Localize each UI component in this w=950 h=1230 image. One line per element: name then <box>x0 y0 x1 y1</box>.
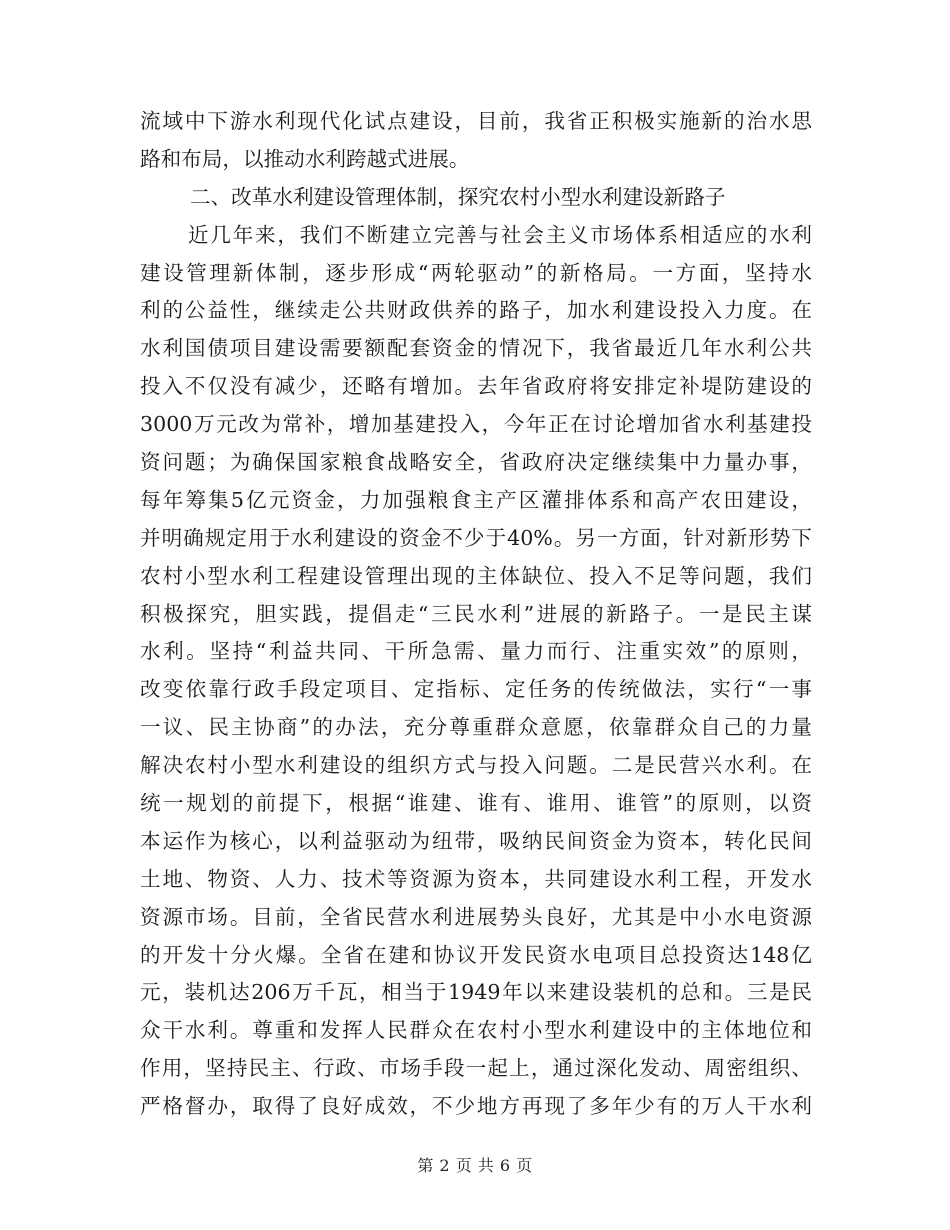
text-line: 统一规划的前提下，根据“谁建、谁有、谁用、谁管”的原则，以资 <box>140 791 812 816</box>
text-line: 改变依靠行政手段定项目、定指标、定任务的传统做法，实行“一事 <box>140 677 812 702</box>
text-line: 一议、民主协商”的办法，充分尊重群众意愿，依靠群众自己的力量 <box>140 715 812 740</box>
text-line: 3000万元改为常补，增加基建投入，今年正在讨论增加省水利基建投 <box>140 412 812 437</box>
text-line: 众干水利。尊重和发挥人民群众在农村小型水利建设中的主体地位和 <box>140 1018 812 1043</box>
text-line: 严格督办，取得了良好成效，不少地方再现了多年少有的万人干水利 <box>140 1094 812 1119</box>
text-line: 路和布局，以推动水利跨越式进展。 <box>140 146 470 171</box>
text-line: 并明确规定用于水利建设的资金不少于40%。另一方面，针对新形势下 <box>140 525 812 550</box>
text-line: 作用，坚持民主、行政、市场手段一起上，通过深化发动、周密组织、 <box>140 1056 812 1081</box>
text-line: 水利国债项目建设需要额配套资金的情况下，我省最近几年水利公共 <box>140 336 812 361</box>
text-line: 近几年来，我们不断建立完善与社会主义市场体系相适应的水利 <box>188 222 812 247</box>
text-line: 元，装机达206万千瓦，相当于1949年以来建设装机的总和。三是民 <box>140 980 812 1005</box>
text-line: 水利。坚持“利益共同、干所急需、量力而行、注重实效”的原则， <box>140 639 812 664</box>
text-line: 农村小型水利工程建设管理出现的主体缺位、投入不足等问题，我们 <box>140 563 812 588</box>
section-heading: 二、改革水利建设管理体制，探究农村小型水利建设新路子 <box>190 184 726 209</box>
text-line: 建设管理新体制，逐步形成“两轮驱动”的新格局。一方面，坚持水 <box>140 260 812 285</box>
text-line: 积极探究，胆实践，提倡走“三民水利”进展的新路子。一是民主谋 <box>140 601 812 626</box>
page-number-footer: 第 2 页 共 6 页 <box>417 1156 533 1175</box>
text-line: 投入不仅没有减少，还略有增加。去年省政府将安排定补堤防建设的 <box>140 374 812 399</box>
text-line: 的开发十分火爆。全省在建和协议开发民资水电项目总投资达148亿 <box>140 942 812 967</box>
text-line: 资问题；为确保国家粮食战略安全，省政府决定继续集中力量办事， <box>140 450 812 475</box>
text-line: 本运作为核心，以利益驱动为纽带，吸纳民间资金为资本，转化民间 <box>140 828 812 853</box>
text-line: 每年筹集5亿元资金，力加强粮食主产区灌排体系和高产农田建设， <box>140 487 812 512</box>
text-line: 解决农村小型水利建设的组织方式与投入问题。二是民营兴水利。在 <box>140 753 812 778</box>
text-line: 利的公益性，继续走公共财政供养的路子，加水利建设投入力度。在 <box>140 298 812 323</box>
text-line: 土地、物资、人力、技术等资源为资本，共同建设水利工程，开发水 <box>140 866 812 891</box>
document-body <box>140 103 812 1126</box>
text-line: 资源市场。目前，全省民营水利进展势头良好，尤其是中小水电资源 <box>140 904 812 929</box>
text-line: 流域中下游水利现代化试点建设，目前，我省正积极实施新的治水思 <box>140 109 812 133</box>
